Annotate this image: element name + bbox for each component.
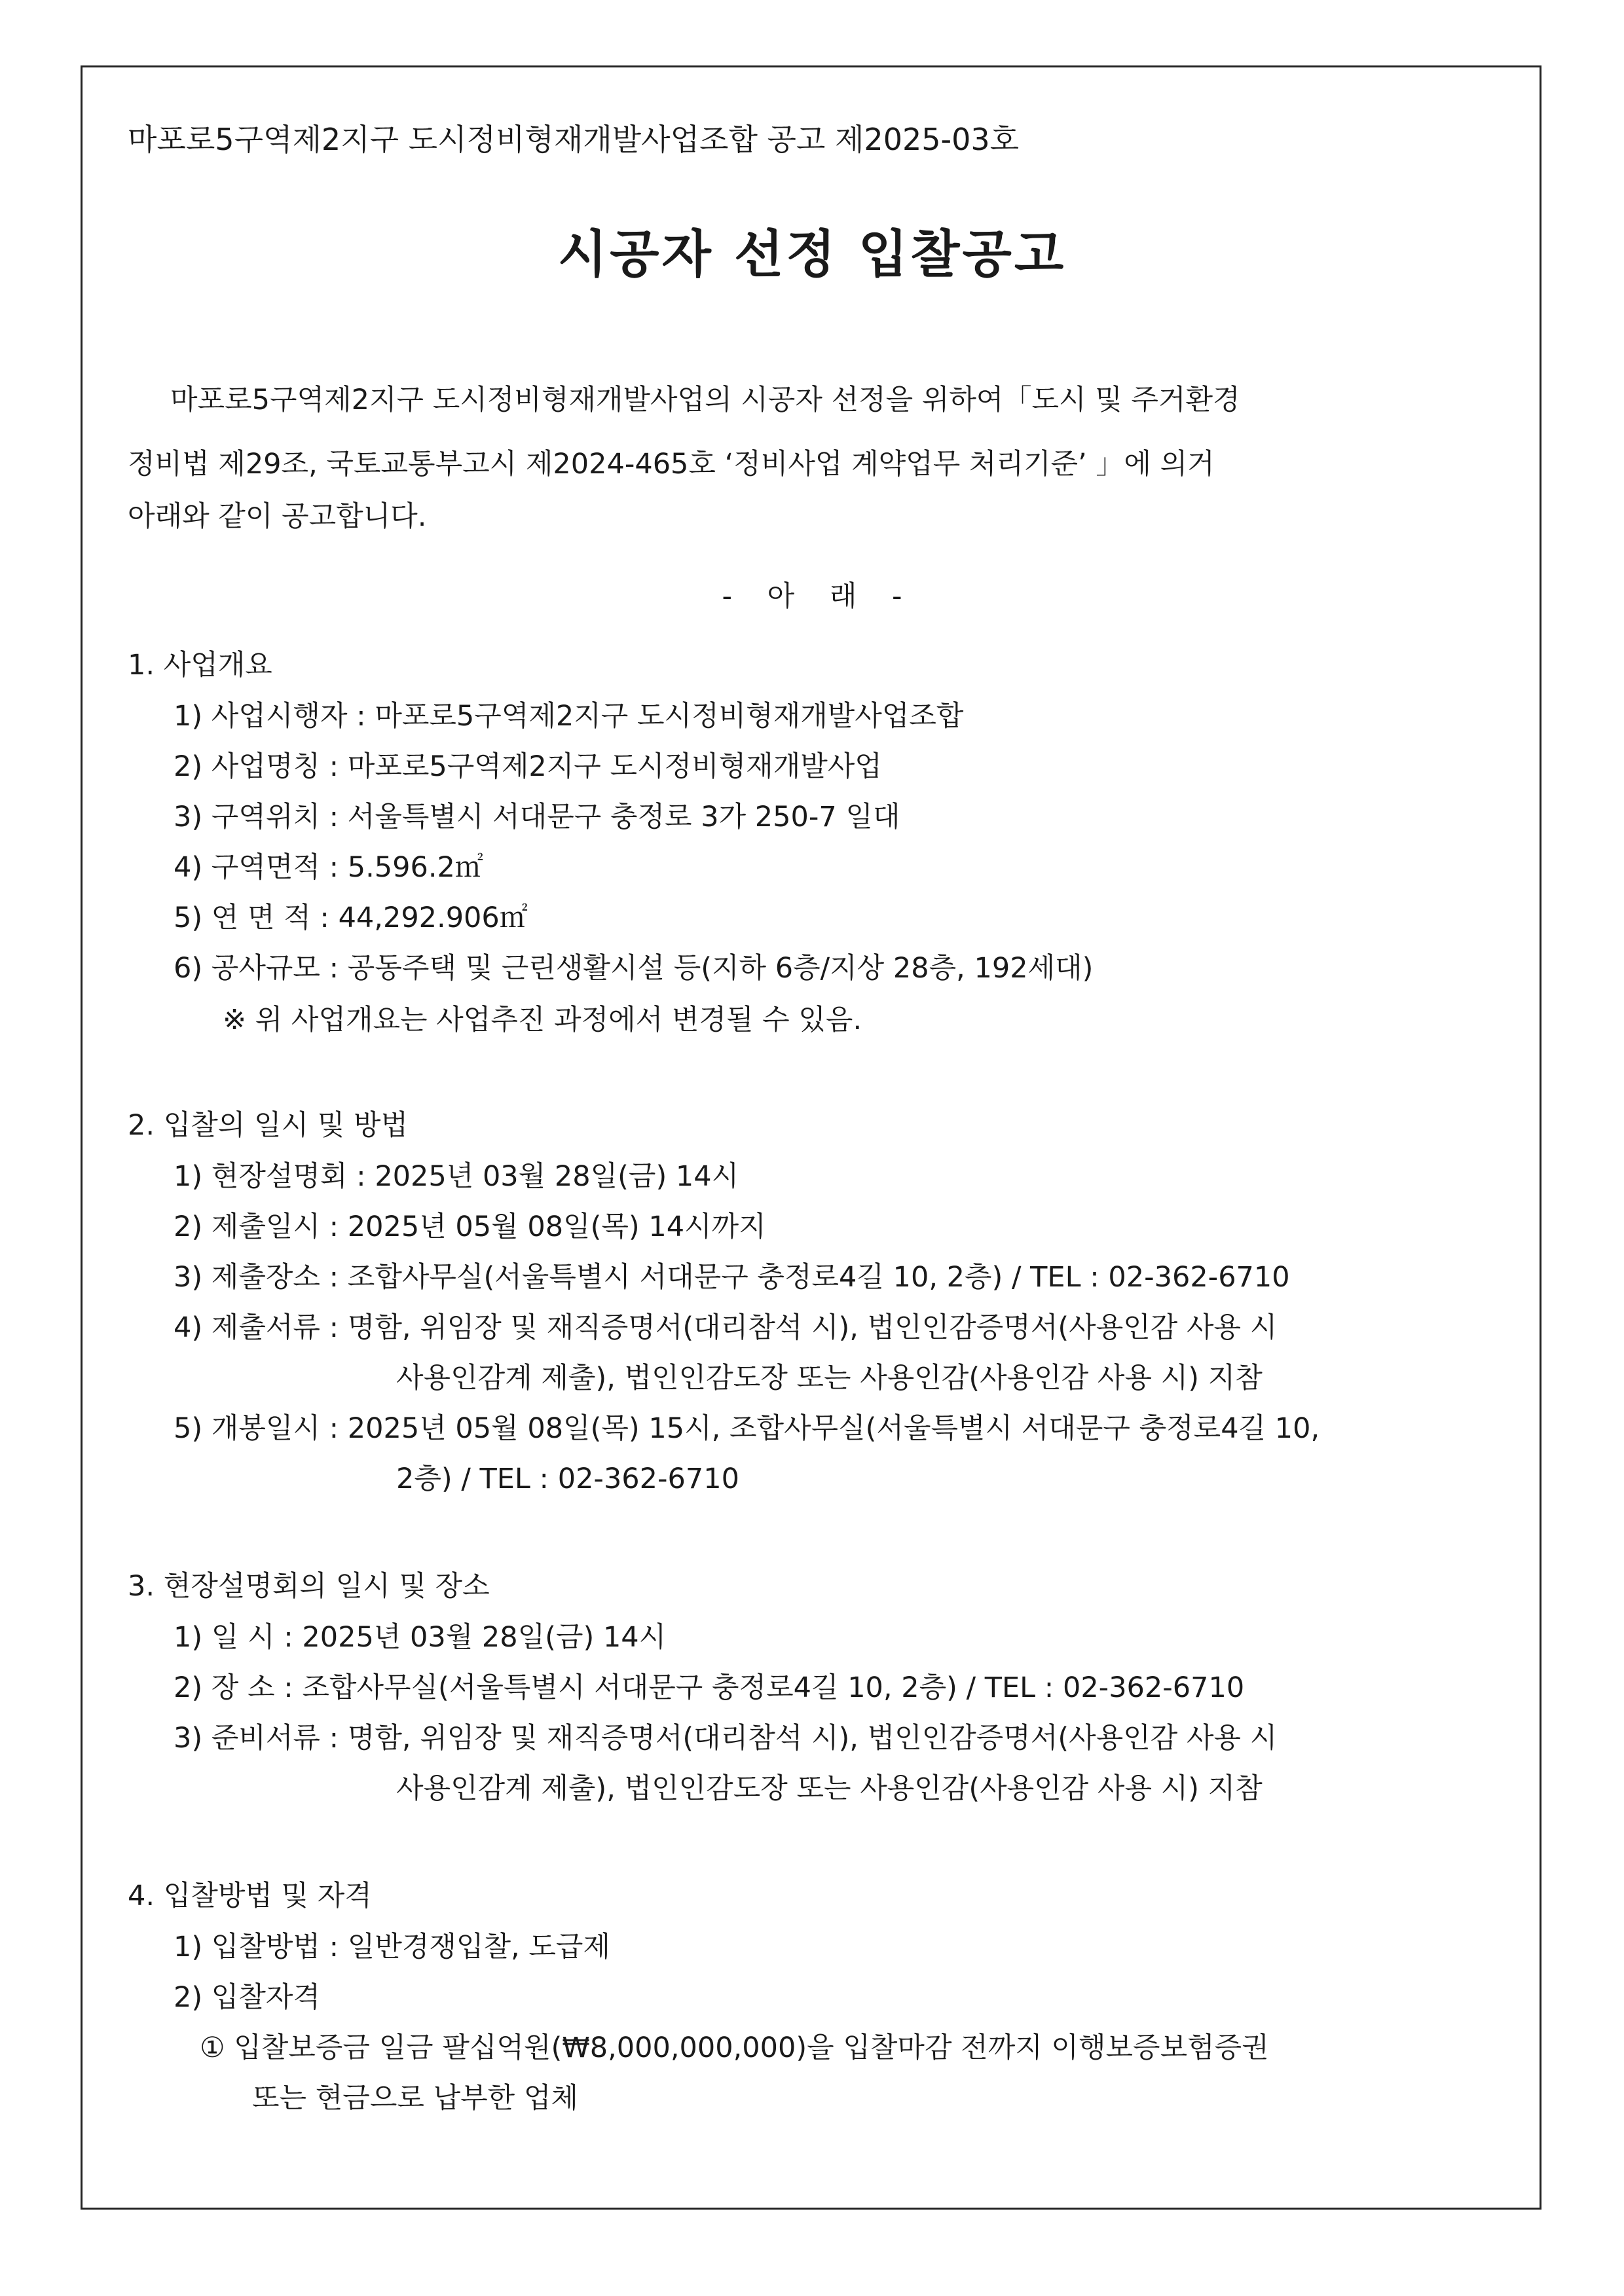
- section-heading: 2. 입찰의 일시 및 방법: [128, 1109, 409, 1142]
- list-item: 3) 구역위치 : 서울특별시 서대문구 충정로 3가 250-7 일대: [174, 801, 900, 833]
- section-heading: 3. 현장설명회의 일시 및 장소: [128, 1570, 490, 1603]
- list-item: 3) 제출장소 : 조합사무실(서울특별시 서대문구 충정로4길 10, 2층) / TEL : 02-362-6710: [174, 1261, 1290, 1294]
- list-item-continuation: 사용인감계 제출), 법인인감도장 또는 사용인감(사용인감 사용 시) 지참: [396, 1772, 1263, 1805]
- intro-line: 정비법 제29조, 국토교통부고시 제2024-465호 ‘정비사업 계약업무 처리기준’ 」에 의거: [128, 448, 1215, 481]
- list-item: 4) 제출서류 : 명함, 위임장 및 재직증명서(대리참석 시), 법인인감증명서(사용인감 사용 시: [174, 1311, 1278, 1344]
- section-heading: 4. 입찰방법 및 자격: [128, 1880, 372, 1912]
- intro-line: 아래와 같이 공고합니다.: [128, 500, 427, 533]
- list-item: 1) 입찰방법 : 일반경쟁입찰, 도급제: [174, 1931, 610, 1963]
- list-item: 1) 사업시행자 : 마포로5구역제2지구 도시정비형재개발사업조합: [174, 700, 964, 733]
- list-item: 4) 구역면적 : 5.596.2㎡: [174, 851, 483, 884]
- list-item-continuation: 2층) / TEL : 02-362-6710: [396, 1463, 739, 1495]
- page-title: 시공자 선정 입찰공고: [557, 225, 1067, 284]
- list-item: 1) 현장설명회 : 2025년 03월 28일(금) 14시: [174, 1160, 739, 1193]
- list-item: 5) 개봉일시 : 2025년 05월 08일(목) 15시, 조합사무실(서울특별시 서대문구 충정로4길 10,: [174, 1412, 1320, 1445]
- list-item-continuation: 사용인감계 제출), 법인인감도장 또는 사용인감(사용인감 사용 시) 지참: [396, 1362, 1263, 1394]
- note: ※ 위 사업개요는 사업추진 과정에서 변경될 수 있음.: [223, 1004, 862, 1036]
- list-item: 2) 장 소 : 조합사무실(서울특별시 서대문구 충정로4길 10, 2층) / TEL : 02-362-6710: [174, 1671, 1245, 1704]
- list-item: 2) 사업명칭 : 마포로5구역제2지구 도시정비형재개발사업: [174, 750, 882, 783]
- section-heading: 1. 사업개요: [128, 649, 272, 682]
- sub-item: ① 입찰보증금 일금 팔십억원(₩8,000,000,000)을 입찰마감 전까지 이행보증보험증권: [200, 2032, 1269, 2064]
- list-item: 5) 연 면 적 : 44,292.906㎡: [174, 902, 528, 934]
- notice-number: 마포로5구역제2지구 도시정비형재개발사업조합 공고 제2025-03호: [128, 122, 1020, 157]
- list-item: 6) 공사규모 : 공동주택 및 근린생활시설 등(지하 6층/지상 28층, 192세대): [174, 952, 1094, 985]
- list-item: 1) 일 시 : 2025년 03월 28일(금) 14시: [174, 1621, 667, 1654]
- below-marker: - 아 래 -: [722, 580, 902, 613]
- intro-line: 마포로5구역제2지구 도시정비형재개발사업의 시공자 선정을 위하여「도시 및 주거환경: [170, 384, 1240, 416]
- sub-item-continuation: 또는 현금으로 납부한 업체: [252, 2082, 578, 2115]
- list-item: 2) 제출일시 : 2025년 05월 08일(목) 14시까지: [174, 1211, 766, 1243]
- list-item: 2) 입찰자격: [174, 1981, 320, 2014]
- list-item: 3) 준비서류 : 명함, 위임장 및 재직증명서(대리참석 시), 법인인감증명서(사용인감 사용 시: [174, 1722, 1278, 1755]
